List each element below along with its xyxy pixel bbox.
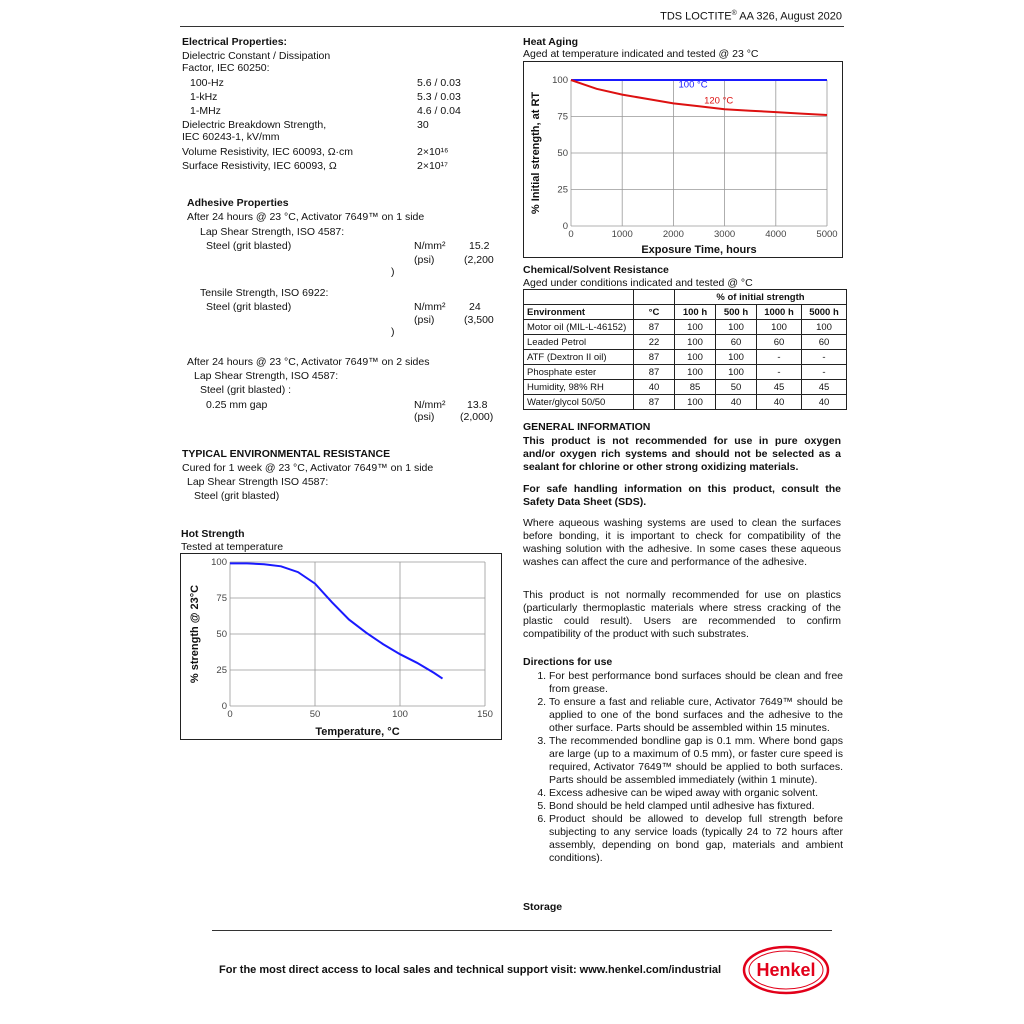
tensile-label: Tensile Strength, ISO 6922: xyxy=(200,287,329,299)
table-cell: - xyxy=(802,365,847,380)
y-axis-label: % strength @ 23°C xyxy=(189,584,201,684)
plastics-paragraph: This product is not normally recommended for use on plastics (particularly thermoplastic materials where stress cracking of the plastic could result). Users are recommended to confirm compatibility of the product with such substrates. xyxy=(523,589,841,640)
unit-label: (psi) xyxy=(414,254,435,266)
table-cell: 100 xyxy=(675,320,716,335)
henkel-logo xyxy=(742,945,830,995)
table-cell: 60 xyxy=(757,335,802,350)
table-cell: Motor oil (MIL-L-46152) xyxy=(524,320,634,335)
series-label: 100 °C xyxy=(678,79,708,91)
logo-wordmark: Henkel xyxy=(756,960,816,980)
table-header-cell: 100 h xyxy=(675,305,716,320)
surface-resistivity-label: Surface Resistivity, IEC 60093, Ω xyxy=(182,160,337,172)
x-tick-label: 1000 xyxy=(611,229,633,240)
x-tick-label: 150 xyxy=(477,709,493,720)
steel-label-3: Steel (grit blasted) : xyxy=(200,384,292,396)
table-cell: Humidity, 98% RH xyxy=(524,380,634,395)
table-cell: 100 xyxy=(675,350,716,365)
oxygen-warning: This product is not recommended for use in pure oxygen and/or oxygen rich systems and should not be selected as a sealant for chlorine or other strong oxidizing materials. xyxy=(523,435,841,473)
table-cell: 100 xyxy=(716,350,757,365)
y-tick-label: 25 xyxy=(557,184,568,196)
table-cell: 100 xyxy=(802,320,847,335)
dielectric-row-value: 5.6 / 0.03 xyxy=(417,77,461,89)
value-cell: 13.8 xyxy=(467,399,488,411)
environmental-line-2: Lap Shear Strength ISO 4587: xyxy=(187,476,329,488)
list-item: 4. Excess adhesive can be wiped away with organic solvent. xyxy=(549,787,843,800)
x-tick-label: 0 xyxy=(568,229,574,240)
list-item: 5. Bond should be held clamped until adhesive has fixtured. xyxy=(549,800,843,813)
table-cell: Water/glycol 50/50 xyxy=(524,395,634,410)
table-cell: 60 xyxy=(802,335,847,350)
breakdown-value: 30 xyxy=(417,119,429,131)
unit-label: N/mm² xyxy=(414,301,446,313)
x-tick-label: 0 xyxy=(227,709,233,720)
table-cell: 100 xyxy=(675,365,716,380)
x-tick-label: 2000 xyxy=(662,229,684,240)
value-cell: 24 xyxy=(469,301,481,313)
unit-label: (psi) xyxy=(414,411,435,423)
dielectric-row-label: 1-MHz xyxy=(190,105,221,117)
dielectric-label-2: Factor, IEC 60250: xyxy=(182,62,270,74)
closing-paren: ) xyxy=(391,326,395,338)
table-cell: 45 xyxy=(757,380,802,395)
table-cell: 40 xyxy=(634,380,675,395)
table-row xyxy=(524,380,847,395)
table-cell: 87 xyxy=(634,365,675,380)
table-cell: 45 xyxy=(802,380,847,395)
environmental-line-1: Cured for 1 week @ 23 °C, Activator 7649™ on 1 side xyxy=(182,462,434,474)
sds-notice: For safe handling information on this product, consult the Safety Data Sheet (SDS). xyxy=(523,483,841,508)
table-header-cell xyxy=(634,290,675,305)
y-axis-label: % Initial strength, at RT xyxy=(530,91,542,215)
steel-label-2: Steel (grit blasted) xyxy=(206,301,292,313)
y-tick-label: 100 xyxy=(211,557,227,568)
header-title: TDS LOCTITE xyxy=(660,10,732,23)
unit-label: (psi) xyxy=(414,314,435,326)
header-date: AA 326, August 2020 xyxy=(736,10,842,23)
directions-title: Directions for use xyxy=(523,656,613,668)
y-tick-label: 75 xyxy=(557,111,568,123)
unit-label: N/mm² xyxy=(414,240,446,252)
table-header-cell: 1000 h xyxy=(757,305,802,320)
registered-mark: ® xyxy=(731,10,737,17)
table-row xyxy=(524,320,847,335)
table-cell: 87 xyxy=(634,350,675,365)
lap-shear-label-1: Lap Shear Strength, ISO 4587: xyxy=(200,226,345,238)
adhesive-after-1: After 24 hours @ 23 °C, Activator 7649™ on 1 side xyxy=(187,211,425,223)
general-title: GENERAL INFORMATION xyxy=(523,421,651,433)
dielectric-row-value: 4.6 / 0.04 xyxy=(417,105,461,117)
volume-resistivity-label: Volume Resistivity, IEC 60093, Ω·cm xyxy=(182,146,354,158)
storage-title: Storage xyxy=(523,901,563,913)
series-label: 120 °C xyxy=(704,95,734,107)
hot-strength-title: Hot Strength xyxy=(181,528,245,540)
washing-paragraph: Where aqueous washing systems are used to clean the surfaces before bonding, it is important to check for compatibility of the washing solution with the adhesive. In some cases these aqueous washes can affect the cure and performance of the adhesive. xyxy=(523,517,841,568)
table-cell: 50 xyxy=(716,380,757,395)
table-row xyxy=(524,395,847,410)
list-item: 3. The recommended bondline gap is 0.1 mm. Where bond gaps are large (up to a maximum of 0.5 mm), or faster cure speed is required, Activator 7649™ should be applied to both surfaces. Parts should be assembled immediately (within 1 minute). xyxy=(549,735,843,787)
table-cell: 100 xyxy=(757,320,802,335)
chemical-title: Chemical/Solvent Resistance xyxy=(523,264,669,276)
x-axis-label: Temperature, °C xyxy=(315,726,400,738)
breakdown-label-2: IEC 60243-1, kV/mm xyxy=(182,131,280,143)
x-tick-label: 4000 xyxy=(765,229,787,240)
chemical-resistance-table xyxy=(523,289,847,410)
volume-resistivity-value: 2×10¹⁶ xyxy=(417,146,449,158)
table-cell: 22 xyxy=(634,335,675,350)
table-cell: Phosphate ester xyxy=(524,365,634,380)
heat-aging-title: Heat Aging xyxy=(523,36,579,48)
table-cell: - xyxy=(757,350,802,365)
table-cell: 87 xyxy=(634,395,675,410)
footer-rule xyxy=(212,930,832,931)
value-cell: (2,000) xyxy=(460,411,494,423)
table-cell: 100 xyxy=(675,395,716,410)
table-row xyxy=(524,365,847,380)
table-cell: - xyxy=(802,350,847,365)
y-tick-label: 50 xyxy=(557,148,568,159)
hot-strength-subtitle: Tested at temperature xyxy=(181,541,284,553)
header-rule xyxy=(180,26,844,27)
x-tick-label: 50 xyxy=(309,709,321,720)
table-header-row xyxy=(524,290,847,305)
heat-aging-subtitle: Aged at temperature indicated and tested @ 23 °C xyxy=(523,48,759,60)
x-tick-label: 3000 xyxy=(714,229,736,240)
steel-label-1: Steel (grit blasted) xyxy=(206,240,292,252)
table-cell: 85 xyxy=(675,380,716,395)
chemical-subtitle: Aged under conditions indicated and tested @ °C xyxy=(523,277,753,289)
table-header-cell xyxy=(524,290,634,305)
hot-strength-chart xyxy=(180,553,502,740)
value-cell: (3,500 xyxy=(464,314,494,326)
table-header-cell: Environment xyxy=(524,305,634,320)
dielectric-row-value: 5.3 / 0.03 xyxy=(417,91,461,103)
table-header-cell: 5000 h xyxy=(802,305,847,320)
list-item: 1. For best performance bond surfaces should be clean and free from grease. xyxy=(549,670,843,696)
y-tick-label: 75 xyxy=(216,593,227,604)
y-tick-label: 100 xyxy=(552,75,568,86)
table-header-row xyxy=(524,305,847,320)
dielectric-label-1: Dielectric Constant / Dissipation xyxy=(182,50,331,62)
environmental-line-3: Steel (grit blasted) xyxy=(194,490,280,502)
table-cell: 40 xyxy=(716,395,757,410)
adhesive-title: Adhesive Properties xyxy=(187,197,289,209)
directions-list xyxy=(531,670,843,865)
table-cell: 60 xyxy=(716,335,757,350)
table-cell: 40 xyxy=(757,395,802,410)
y-tick-label: 50 xyxy=(216,629,227,640)
table-cell: ATF (Dextron II oil) xyxy=(524,350,634,365)
gap-label: 0.25 mm gap xyxy=(206,399,268,411)
adhesive-after-2: After 24 hours @ 23 °C, Activator 7649™ on 2 sides xyxy=(187,356,430,368)
table-cell: 100 xyxy=(716,320,757,335)
table-cell: 100 xyxy=(716,365,757,380)
table-span-header: % of initial strength xyxy=(675,290,847,305)
surface-resistivity-value: 2×10¹⁷ xyxy=(417,160,448,172)
value-cell: (2,200 xyxy=(464,254,494,266)
electrical-title: Electrical Properties: xyxy=(182,36,288,48)
y-tick-label: 0 xyxy=(562,221,568,232)
breakdown-label-1: Dielectric Breakdown Strength, xyxy=(182,119,327,131)
table-cell: 100 xyxy=(675,335,716,350)
list-item: 6. Product should be allowed to develop full strength before subjecting to any service loads (typically 24 to 72 hours after assembly, depending on bond gap, materials and ambient conditions). xyxy=(549,813,843,865)
x-axis-label: Exposure Time, hours xyxy=(641,244,757,256)
document-header xyxy=(660,10,842,23)
environmental-title: TYPICAL ENVIRONMENTAL RESISTANCE xyxy=(182,448,391,460)
heat-aging-chart xyxy=(523,61,843,258)
list-item: 2. To ensure a fast and reliable cure, Activator 7649™ should be applied to one of the bond surfaces and the adhesive to the other surface. Parts should be assembled within 15 minutes. xyxy=(549,696,843,735)
table-header-cell: 500 h xyxy=(716,305,757,320)
table-cell: 87 xyxy=(634,320,675,335)
dielectric-row-label: 100-Hz xyxy=(190,77,224,89)
table-row xyxy=(524,350,847,365)
footer-support-text: For the most direct access to local sales and technical support visit: www.henkel.com/industrial xyxy=(219,964,722,976)
y-tick-label: 25 xyxy=(216,665,227,676)
table-row xyxy=(524,335,847,350)
table-cell: 40 xyxy=(802,395,847,410)
x-tick-label: 100 xyxy=(392,709,408,720)
table-cell: Leaded Petrol xyxy=(524,335,634,350)
unit-label: N/mm² xyxy=(414,399,446,411)
y-tick-label: 0 xyxy=(221,701,227,712)
lap-shear-label-2: Lap Shear Strength, ISO 4587: xyxy=(194,370,339,382)
table-header-cell: °C xyxy=(634,305,675,320)
value-cell: 15.2 xyxy=(469,240,490,252)
closing-paren: ) xyxy=(391,266,395,278)
x-tick-label: 5000 xyxy=(816,229,838,240)
table-cell: - xyxy=(757,365,802,380)
dielectric-row-label: 1-kHz xyxy=(190,91,218,103)
